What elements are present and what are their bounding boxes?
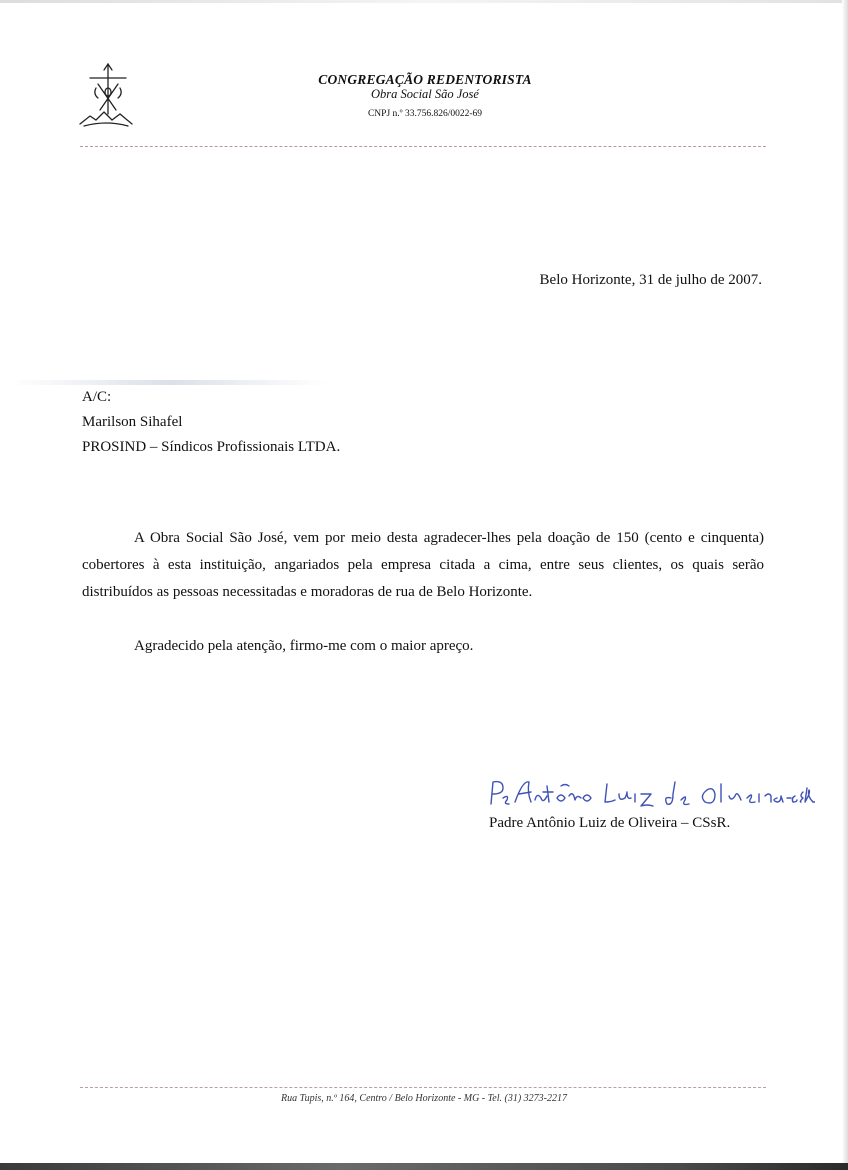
scan-edge-top [0,0,848,3]
scan-edge-bottom [0,1163,848,1170]
recipient-block [82,385,340,460]
footer-address: Rua Tupis, n.º 164, Centro / Belo Horizonte - MG - Tel. (31) 3273-2217 [281,1093,567,1104]
recipient-name: Marilson Sihafel [82,414,183,430]
recipient-company: PROSIND – Síndicos Profissionais LTDA. [82,439,341,455]
redemptorist-cross-logo-icon [78,62,134,130]
letterhead [290,72,560,120]
org-name: CONGREGAÇÃO REDENTORISTA [318,72,532,87]
letter-body: A Obra Social São José, vem por meio desta agradecer-lhes pela doação de 150 (cento e cinquenta) cobertores à esta instituição, angariados pela empresa citada a cima, entre seus clientes, os quais serão distribuídos as pessoas necessitadas e moradoras de rua de Belo Horizonte. [82,530,764,600]
signer-name: Padre Antônio Luiz de Oliveira – CSsR. [489,815,731,831]
org-cnpj: CNPJ n.º 33.756.826/0022-69 [367,109,483,119]
footer-divider [80,1087,766,1088]
handwritten-signature [485,776,815,812]
letter-closing: Agradecido pela atenção, firmo-me com o maior apreço. [134,638,474,654]
letter-date: Belo Horizonte, 31 de julho de 2007. [539,272,762,288]
header-divider [80,146,766,147]
org-subtitle: Obra Social São José [371,87,479,101]
attention-label: A/C: [82,389,112,405]
scan-edge-right [842,0,848,1170]
